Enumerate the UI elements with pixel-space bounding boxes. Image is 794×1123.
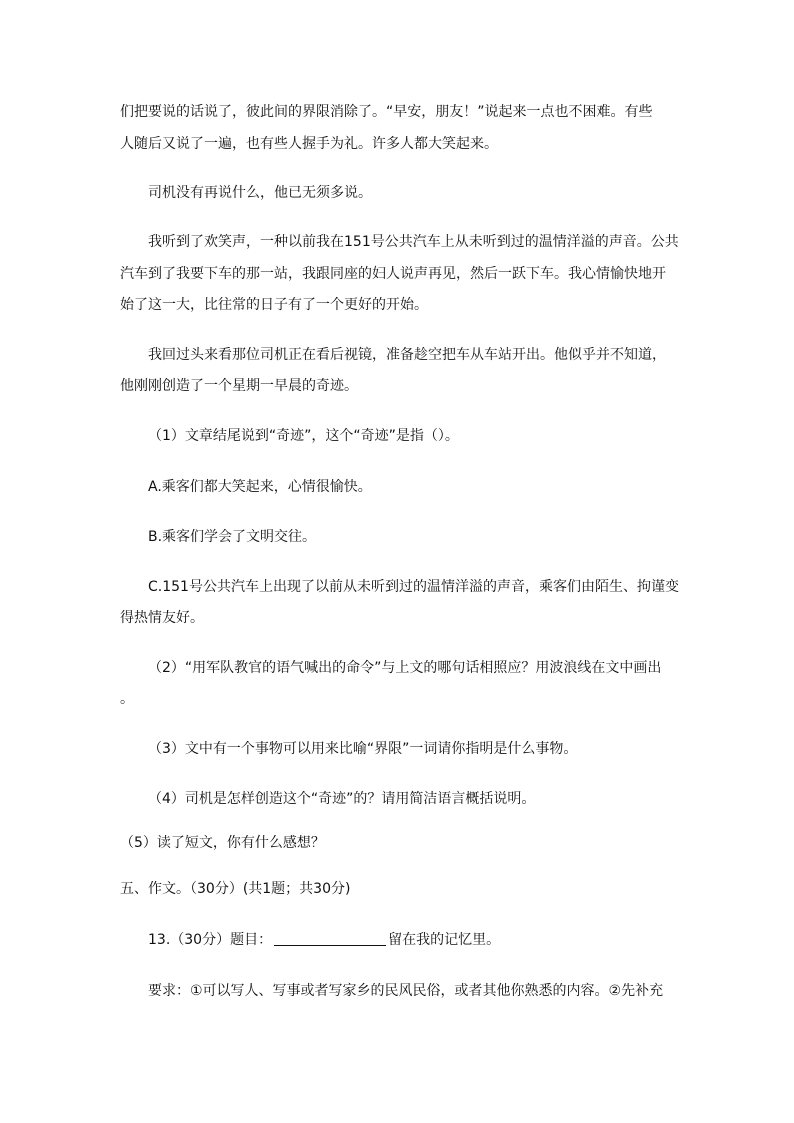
question-2: （2）“用军队教官的语气喊出的命令”与上文的哪句话相照应？用波浪线在文中画出	[148, 660, 662, 676]
requirements: 要求：①可以写人、写事或者写家乡的民风民俗，或者其他你熟悉的内容。②先补充	[148, 983, 664, 999]
question-13-prefix: 13.（30分）题目：	[148, 932, 273, 948]
paragraph-line: 他刚刚创造了一个星期一早晨的奇迹。	[120, 378, 358, 394]
question-5: （5）读了短文，你有什么感想？	[120, 835, 325, 851]
paragraph-line: 我听到了欢笑声，一种以前我在151号公共汽车上从未听到过的温情洋溢的声音。公共	[148, 234, 679, 250]
option-a: A.乘客们都大笑起来，心情很愉快。	[148, 479, 372, 495]
title-blank[interactable]	[274, 931, 386, 946]
question-13-suffix: 留在我的记忆里。	[388, 932, 501, 948]
option-b: B.乘客们学会了文明交往。	[148, 529, 317, 545]
paragraph-line: 们把要说的话说了，彼此间的界限消除了。“早安，朋友！”说起来一点也不困难。有些	[120, 104, 653, 120]
paragraph-line: 始了这一大，比往常的日子有了一个更好的开始。	[120, 297, 428, 313]
option-c-cont: 得热情友好。	[120, 610, 204, 626]
paragraph-line: 司机没有再说什么，他已无须多说。	[148, 185, 372, 201]
question-3: （3）文中有一个事物可以用来比喻“界限”一词请你指明是什么事物。	[148, 741, 578, 757]
question-4: （4）司机是怎样创造这个“奇迹”的？请用简洁语言概括说明。	[148, 791, 536, 807]
section-heading: 五、作文。（30分）(共1题；共30分)	[120, 881, 351, 897]
question-1: （1）文章结尾说到“奇迹”，这个“奇迹”是指（）。	[148, 428, 459, 444]
paragraph-line: 人随后又说了一遍，也有些人握手为礼。许多人都大笑起来。	[120, 136, 498, 152]
question-2-cont: 。	[120, 691, 134, 707]
option-c: C.151号公共汽车上出现了以前从未听到过的温情洋溢的声音，乘客们由陌生、拘谨变	[148, 579, 679, 595]
paragraph-line: 我回过头来看那位司机正在看后视镜，准备趁空把车从车站开出。他似乎并不知道，	[148, 347, 666, 363]
paragraph-line: 汽车到了我要下车的那一站，我跟同座的妇人说声再见，然后一跃下车。我心情愉快地开	[120, 266, 666, 282]
question-13	[148, 930, 500, 950]
